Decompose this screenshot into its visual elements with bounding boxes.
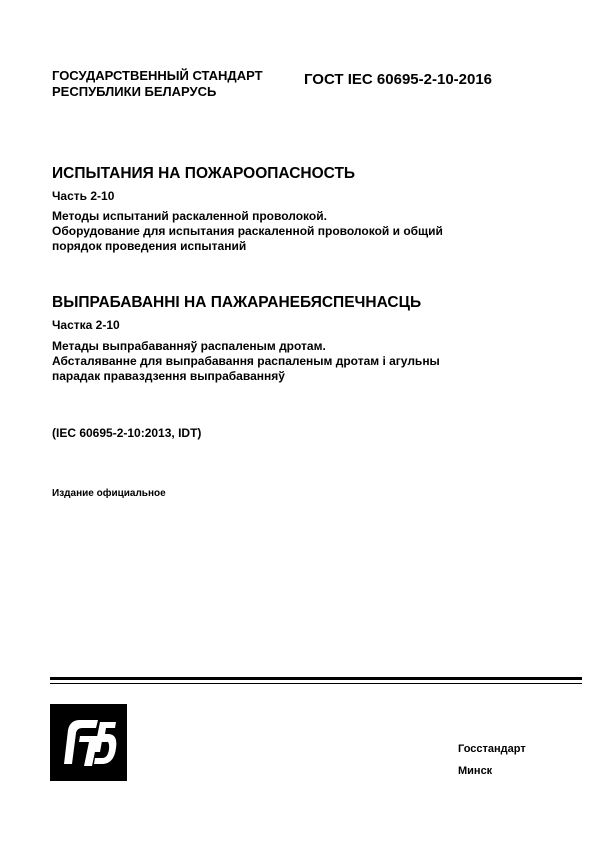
iec-reference: (IEC 60695-2-10:2013, IDT) xyxy=(52,426,202,440)
logo-emblem-icon xyxy=(50,704,127,781)
subtitle-russian-line-3: порядок проведения испытаний xyxy=(52,239,247,253)
edition-label: Издание официальное xyxy=(52,488,166,499)
bottom-rule-thick xyxy=(50,677,582,680)
subtitle-belarusian xyxy=(52,339,440,384)
part-belarusian: Частка 2-10 xyxy=(52,318,120,332)
publisher-city: Минск xyxy=(458,765,493,777)
title-russian: ИСПЫТАНИЯ НА ПОЖАРООПАСНОСТЬ xyxy=(52,165,356,182)
subtitle-russian-line-1: Методы испытаний раскаленной проволокой. xyxy=(52,209,327,223)
authority-line-2: РЕСПУБЛИКИ БЕЛАРУСЬ xyxy=(52,84,217,99)
standard-designation: ГОСТ IEC 60695-2-10-2016 xyxy=(304,71,493,88)
part-russian: Часть 2-10 xyxy=(52,189,115,203)
bottom-rule-thin xyxy=(50,683,582,684)
authority-line-1: ГОСУДАРСТВЕННЫЙ СТАНДАРТ xyxy=(52,68,263,83)
subtitle-russian xyxy=(52,209,443,254)
standard-authority xyxy=(52,68,263,100)
subtitle-russian-line-2: Оборудование для испытания раскаленной проволокой и общий xyxy=(52,224,443,238)
gosstandart-logo xyxy=(50,704,127,781)
title-belarusian: ВЫПРАБАВАННІ НА ПАЖАРАНЕБЯСПЕЧНАСЦЬ xyxy=(52,294,422,311)
subtitle-belarusian-line-2: Абсталяванне для выпрабавання распаленым дротам і агульны xyxy=(52,354,440,368)
subtitle-belarusian-line-1: Метады выпрабаванняў распаленым дротам. xyxy=(52,339,326,353)
publisher-name: Госстандарт xyxy=(458,743,526,755)
subtitle-belarusian-line-3: парадак праваздзення выпрабаванняў xyxy=(52,369,285,383)
